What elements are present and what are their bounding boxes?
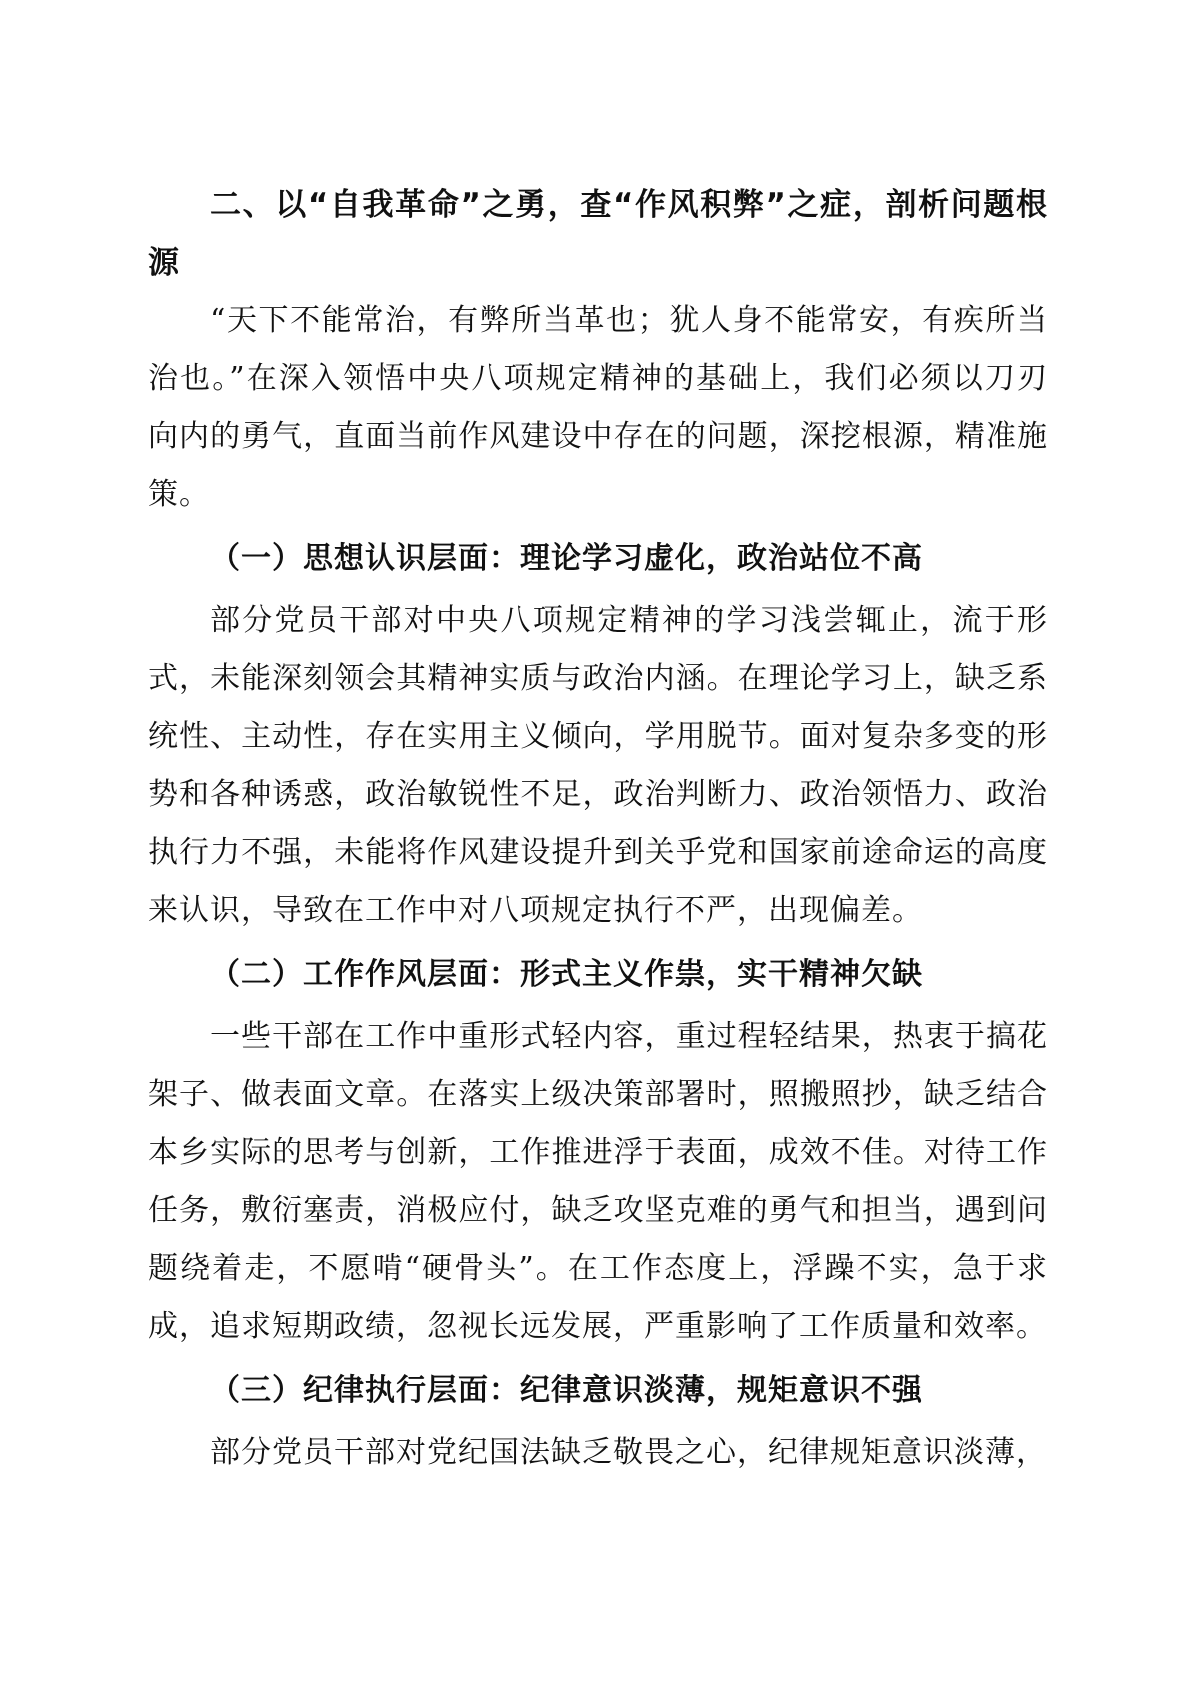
subsection-2-body: 一些干部在工作中重形式轻内容，重过程轻结果，热衷于搞花架子、做表面文章。在落实上级决策部署时，照搬照抄，缺乏结合本乡实际的思考与创新，工作推进浮于表面，成效不佳。对待工作任务，敷衍塞责，消极应付，缺乏攻坚克难的勇气和担当，遇到问题绕着走，不愿啃“硬骨头”。在工作态度上，浮躁不实，急于求成，追求短期政绩，忽视长远发展，严重影响了工作质量和效率。 xyxy=(148,1019,1048,1344)
subsection-3-title: （三）纪律执行层面：纪律意识淡薄，规矩意识不强 xyxy=(210,1373,923,1408)
section-heading: 二、以“自我革命”之勇，查“作风积弊”之症，剖析问题根源 xyxy=(148,187,1048,281)
subsection-1-body: 部分党员干部对中央八项规定精神的学习浅尝辄止，流于形式，未能深刻领会其精神实质与政治内涵。在理论学习上，缺乏系统性、主动性，存在实用主义倾向，学用脱节。面对复杂多变的形势和各种诱惑，政治敏锐性不足，政治判断力、政治领悟力、政治执行力不强，未能将作风建设提升到关乎党和国家前途命运的高度来认识，导致在工作中对八项规定执行不严，出现偏差。 xyxy=(148,603,1048,928)
subsection-2-title: （二）工作作风层面：形式主义作祟，实干精神欠缺 xyxy=(210,957,923,992)
intro-paragraph: “天下不能常治，有弊所当革也；犹人身不能常安，有疾所当治也。”在深入领悟中央八项规定精神的基础上，我们必须以刀刃向内的勇气，直面当前作风建设中存在的问题，深挖根源，精准施策。 xyxy=(148,303,1048,512)
subsection-3-body: 部分党员干部对党纪国法缺乏敬畏之心，纪律规矩意识淡薄， xyxy=(210,1435,1047,1470)
document-body xyxy=(148,176,1048,1482)
subsection-1-title: （一）思想认识层面：理论学习虚化，政治站位不高 xyxy=(210,541,923,576)
